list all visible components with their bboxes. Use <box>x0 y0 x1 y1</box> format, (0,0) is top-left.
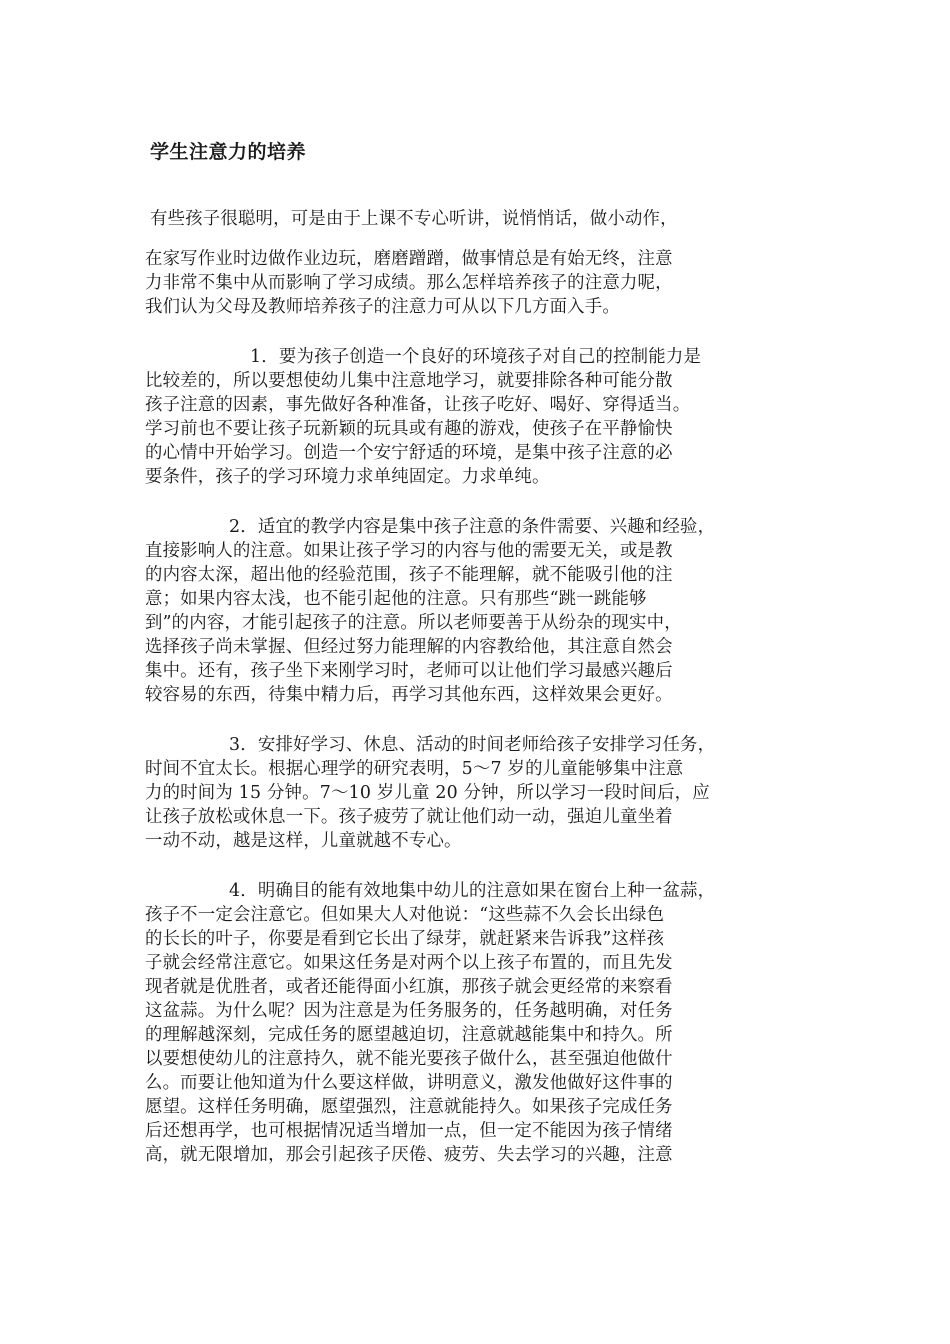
section-3-line: 让孩子放松或休息一下。孩子疲劳了就让他们动一动，强迫儿童坐着 <box>145 807 673 827</box>
section-4-line: 孩子不一定会注意它。但如果大人对他说：“这些蒜不久会长出绿色 <box>145 905 665 925</box>
section-4-line: 这盆蒜。为什么呢？因为注意是为任务服务的，任务越明确，对任务 <box>145 1001 673 1021</box>
section-1-line: 1．要为孩子创造一个良好的环境孩子对自己的控制能力是 <box>250 347 702 367</box>
section-1-line: 学习前也不要让孩子玩新颖的玩具或有趣的游戏，使孩子在平静愉快 <box>145 419 673 439</box>
section-4-line: 的长长的叶子，你要是看到它长出了绿芽，就赶紧来告诉我”这样孩 <box>145 929 665 949</box>
section-2-line: 较容易的东西，待集中精力后，再学习其他东西，这样效果会更好。 <box>145 685 673 705</box>
section-1-line: 的心情中开始学习。创造一个安宁舒适的环境，是集中孩子注意的必 <box>145 443 673 463</box>
section-4-line: 现者就是优胜者，或者还能得面小红旗，那孩子就会更经常的来察看 <box>145 977 673 997</box>
section-4-line: 高，就无限增加，那会引起孩子厌倦、疲劳、失去学习的兴趣，注意 <box>145 1145 673 1165</box>
section-3-line: 一动不动，越是这样，儿童就越不专心。 <box>145 831 462 851</box>
section-4-line: 4．明确目的能有效地集中幼儿的注意如果在窗台上种一盆蒜， <box>229 881 716 901</box>
section-2-line: 到”的内容，才能引起孩子的注意。所以老师要善于从纷杂的现实中， <box>145 613 682 633</box>
section-3-line: 力的时间为 15 分钟。7～10 岁儿童 20 分钟，所以学习一段时间后，应 <box>145 783 710 803</box>
section-4-line: 愿望。这样任务明确，愿望强烈，注意就能持久。如果孩子完成任务 <box>145 1097 673 1117</box>
section-2-line: 集中。还有，孩子坐下来刚学习时，老师可以让他们学习最感兴趣后 <box>145 661 673 681</box>
document-title: 学生注意力的培养 <box>150 141 307 163</box>
intro-line: 我们认为父母及教师培养孩子的注意力可从以下几方面入手。 <box>145 297 620 317</box>
section-1-line: 孩子注意的因素，事先做好各种准备，让孩子吃好、喝好、穿得适当。 <box>145 395 691 415</box>
section-4-line: 么。而要让他知道为什么要这样做，讲明意义，激发他做好这件事的 <box>145 1073 673 1093</box>
section-4-line: 子就会经常注意它。如果这任务是对两个以上孩子布置的，而且先发 <box>145 953 673 973</box>
section-3-line: 时间不宜太长。根据心理学的研究表明，5～7 岁的儿童能够集中注意 <box>145 759 684 779</box>
section-2-line: 选择孩子尚未掌握、但经过努力能理解的内容教给他，其注意自然会 <box>145 637 673 657</box>
section-2-line: 的内容太深，超出他的经验范围，孩子不能理解，就不能吸引他的注 <box>145 565 673 585</box>
section-4-line: 以要想使幼儿的注意持久，就不能光要孩子做什么，甚至强迫他做什 <box>145 1049 673 1069</box>
intro-line: 在家写作业时边做作业边玩，磨磨蹭蹭，做事情总是有始无终，注意 <box>145 249 673 269</box>
section-3-line: 3．安排好学习、休息、活动的时间老师给孩子安排学习任务， <box>229 735 716 755</box>
section-2-line: 2．适宜的教学内容是集中孩子注意的条件需要、兴趣和经验， <box>229 517 716 537</box>
section-4-line: 的理解越深刻，完成任务的愿望越迫切，注意就越能集中和持久。所 <box>145 1025 673 1045</box>
intro-line: 有些孩子很聪明，可是由于上课不专心听讲，说悄悄话，做小动作， <box>150 209 678 229</box>
section-1-line: 要条件，孩子的学习环境力求单纯固定。力求单纯。 <box>145 467 550 487</box>
section-2-line: 直接影响人的注意。如果让孩子学习的内容与他的需要无关，或是教 <box>145 541 673 561</box>
section-2-line: 意；如果内容太浅，也不能引起他的注意。只有那些“跳一跳能够 <box>145 589 647 609</box>
section-1-line: 比较差的，所以要想使幼儿集中注意地学习，就要排除各种可能分散 <box>145 371 673 391</box>
intro-line: 力非常不集中从而影响了学习成绩。那么怎样培养孩子的注意力呢， <box>145 273 673 293</box>
section-4-line: 后还想再学，也可根据情况适当增加一点，但一定不能因为孩子情绪 <box>145 1121 673 1141</box>
